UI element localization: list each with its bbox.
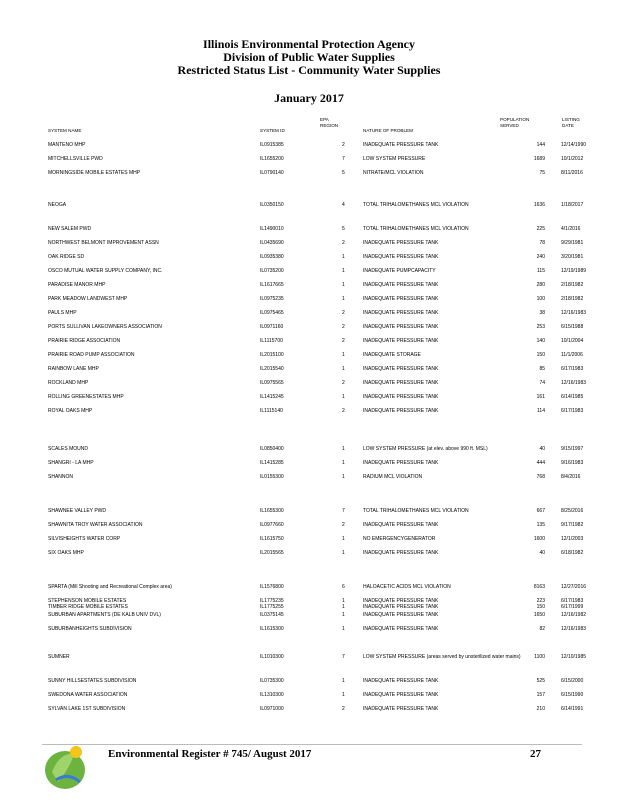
report-date: January 2017 <box>274 91 344 105</box>
system-name-cell: PORTS SULLIVAN LAKEOWNERS ASSOCIATION <box>48 324 162 330</box>
population-cell: 280 <box>536 282 545 288</box>
system-id-cell: IL0735200 <box>260 268 284 274</box>
listing-date-cell: 2/18/1982 <box>561 282 584 288</box>
nature-cell: INADEQUATE PRESSURE TANK <box>363 460 439 466</box>
system-id-cell: IL1615750 <box>260 536 284 542</box>
system-name-cell: SUMNER <box>48 654 70 660</box>
nature-cell: NO EMERGENCYGENERATOR <box>363 536 436 542</box>
system-name-cell: SHANGRI - LA MHP <box>48 460 94 466</box>
table-row <box>0 310 618 324</box>
system-id-cell: IL1310300 <box>260 692 284 698</box>
table-row <box>0 380 618 394</box>
population-cell: 85 <box>539 366 545 372</box>
population-cell: 240 <box>536 254 545 260</box>
table-row <box>0 522 618 536</box>
table-row <box>0 156 618 170</box>
listing-date-cell: 11/1/2006 <box>561 352 583 358</box>
listing-date-cell: 10/1/2012 <box>561 156 584 162</box>
table-row <box>0 550 618 564</box>
epa-region-cell: 5 <box>342 170 345 176</box>
nature-cell: LOW SYSTEM PRESSURE (areas served by unsterilized water mains) <box>363 654 521 660</box>
nature-cell: LOW SYSTEM PRESSURE (at elev. above 990 ft. MSL) <box>363 446 488 452</box>
epa-region-cell: 7 <box>342 508 345 514</box>
system-name-cell: MANTENO MHP <box>48 142 86 148</box>
listing-date-cell: 6/17/1983 <box>561 598 584 604</box>
system-id-cell: IL0975565 <box>260 380 284 386</box>
system-id-cell: IL0935380 <box>260 254 284 260</box>
table-row <box>0 282 618 296</box>
system-id-cell: IL0977660 <box>260 522 284 528</box>
population-cell: 1636 <box>533 202 545 208</box>
system-id-cell: IL1415285 <box>260 460 284 466</box>
listing-date-cell: 2/18/1982 <box>561 296 584 302</box>
epa-region-cell: 5 <box>342 226 345 232</box>
population-cell: 225 <box>536 226 545 232</box>
listing-date-cell: 12/27/2016 <box>561 584 587 590</box>
epa-region-cell: 2 <box>342 380 345 386</box>
epa-region-cell: 1 <box>342 474 345 480</box>
nature-cell: INADEQUATE PRESSURE TANK <box>363 254 439 260</box>
population-cell: 444 <box>536 460 545 466</box>
epa-region-cell: 1 <box>342 394 345 400</box>
system-name-cell: SYLVAN LAKE 1ST SUBDIVISION <box>48 706 126 712</box>
system-name-cell: SIX OAKS MHP <box>48 550 84 556</box>
table-row <box>0 626 618 640</box>
illinois-epa-logo-icon <box>40 742 100 792</box>
listing-date-cell: 6/15/1988 <box>561 324 584 330</box>
population-cell: 161 <box>536 394 545 400</box>
table-row <box>0 460 618 474</box>
table-row <box>0 352 618 366</box>
listing-date-cell: 12/19/1989 <box>561 268 587 274</box>
table-row <box>0 366 618 380</box>
epa-region-cell: 1 <box>342 254 345 260</box>
listing-date-cell: 8/11/2016 <box>561 170 583 176</box>
nature-cell: TOTAL TRIHALOMETHANES MCL VIOLATION <box>363 226 469 232</box>
system-id-cell: IL0915385 <box>260 142 284 148</box>
system-id-cell: IL0790140 <box>260 170 284 176</box>
epa-region-cell: 1 <box>342 460 345 466</box>
epa-region-cell: 2 <box>342 310 345 316</box>
population-cell: 768 <box>536 474 545 480</box>
listing-date-cell: 6/17/1999 <box>561 604 584 610</box>
listing-date-cell: 6/14/1991 <box>561 706 584 712</box>
system-id-cell: IL0850400 <box>260 446 284 452</box>
epa-region-cell: 1 <box>342 446 345 452</box>
nature-cell: INADEQUATE PRESSURE TANK <box>363 678 439 684</box>
nature-cell: RADIUM MCL VIOLATION <box>363 474 423 480</box>
epa-region-cell: 1 <box>342 268 345 274</box>
nature-cell: INADEQUATE PRESSURE TANK <box>363 522 439 528</box>
listing-date-cell: 9/17/1982 <box>561 522 584 528</box>
epa-region-cell: 1 <box>342 296 345 302</box>
nature-cell: INADEQUATE PRESSURE TANK <box>363 240 439 246</box>
footer-publication: Environmental Register # 745/ August 2017 <box>108 748 312 760</box>
epa-region-cell: 1 <box>342 626 345 632</box>
population-cell: 1689 <box>533 156 545 162</box>
table-row <box>0 678 618 692</box>
nature-cell: INADEQUATE PRESSURE TANK <box>363 324 439 330</box>
table-row <box>0 202 618 216</box>
listing-date-cell: 12/16/1983 <box>561 310 587 316</box>
system-id-cell: IL0350150 <box>260 202 284 208</box>
system-id-cell: IL0971000 <box>260 706 284 712</box>
system-name-cell: ROCKLAND MHP <box>48 380 89 386</box>
population-cell: 223 <box>536 598 545 604</box>
listing-date-cell: 1/18/2017 <box>561 202 584 208</box>
system-id-cell: IL2015100 <box>260 352 284 358</box>
population-cell: 38 <box>539 310 545 316</box>
system-name-cell: NEW SALEM PWD <box>48 226 92 232</box>
listing-date-cell: 6/17/1983 <box>561 366 584 372</box>
epa-region-cell: 1 <box>342 598 345 604</box>
nature-cell: INADEQUATE PRESSURE TANK <box>363 692 439 698</box>
epa-region-cell: 7 <box>342 654 345 660</box>
epa-region-cell: 1 <box>342 692 345 698</box>
nature-cell: INADEQUATE PRESSURE TANK <box>363 282 439 288</box>
population-cell: 140 <box>536 338 545 344</box>
nature-cell: INADEQUATE STORAGE <box>363 352 421 358</box>
nature-cell: HALOACETIC ACIDS MCL VIOLATION <box>363 584 451 590</box>
listing-date-cell: 9/16/1983 <box>561 460 584 466</box>
epa-region-cell: 1 <box>342 282 345 288</box>
table-row <box>0 254 618 268</box>
population-cell: 1600 <box>533 536 545 542</box>
table-row <box>0 394 618 408</box>
listing-date-cell: 12/16/1982 <box>561 612 587 618</box>
system-name-cell: SCALES MOUND <box>48 446 89 452</box>
epa-region-cell: 2 <box>342 142 345 148</box>
table-row <box>0 604 618 618</box>
system-name-cell: MORNINGSIDE MOBILE ESTATES MHP <box>48 170 141 176</box>
nature-cell: INADEQUATE PRESSURE TANK <box>363 706 439 712</box>
nature-cell: INADEQUATE PUMPCAPACITY <box>363 268 436 274</box>
listing-date-cell: 12/1/2003 <box>561 536 584 542</box>
system-id-cell: IL0435690 <box>260 240 284 246</box>
listing-date-cell: 12/10/1985 <box>561 654 587 660</box>
table-row <box>0 170 618 184</box>
system-name-cell: OSCO MUTUAL WATER SUPPLY COMPANY, INC. <box>48 268 163 274</box>
system-name-cell: RAINBOW LANE MHP <box>48 366 99 372</box>
table-row <box>0 324 618 338</box>
population-cell: 8163 <box>533 584 545 590</box>
footer-rule <box>42 744 582 745</box>
epa-region-cell: 1 <box>342 678 345 684</box>
population-cell: 114 <box>537 408 545 414</box>
table-row <box>0 226 618 240</box>
footer-page-number: 27 <box>530 748 541 760</box>
table-row <box>0 706 618 720</box>
population-cell: 75 <box>539 170 545 176</box>
population-cell: 667 <box>536 508 545 514</box>
nature-cell: INADEQUATE PRESSURE TANK <box>363 380 439 386</box>
listing-date-cell: 3/20/1981 <box>561 254 584 260</box>
system-name-cell: PARK MEADOW LANDWEST MHP <box>48 296 128 302</box>
epa-region-cell: 4 <box>342 202 345 208</box>
epa-region-cell: 2 <box>342 240 345 246</box>
agency-title: Illinois Environmental Protection Agency <box>203 37 415 51</box>
population-cell: 115 <box>537 268 545 274</box>
epa-region-cell: 6 <box>342 584 345 590</box>
table-row <box>0 296 618 310</box>
population-cell: 144 <box>536 142 545 148</box>
system-id-cell: IL2015565 <box>260 550 284 556</box>
table-row <box>0 584 618 598</box>
listing-date-cell: 9/15/1997 <box>561 446 584 452</box>
epa-region-cell: 1 <box>342 536 345 542</box>
system-name-cell: NORTHWEST BELMONT IMPROVEMENT ASSN <box>48 240 159 246</box>
system-name-cell: PARADISE MANOR MHP <box>48 282 106 288</box>
system-id-cell: IL1655200 <box>260 156 284 162</box>
system-id-cell: IL1415245 <box>260 394 284 400</box>
epa-region-cell: 1 <box>342 550 345 556</box>
nature-cell: INADEQUATE PRESSURE TANK <box>363 612 439 618</box>
system-name-cell: ROLLING GREENESTATES MHP <box>48 394 124 400</box>
system-name-cell: NEOGA <box>48 202 67 208</box>
population-cell: 150 <box>536 604 545 610</box>
list-title: Restricted Status List - Community Water Supplies <box>177 63 441 77</box>
system-id-cell: IL0735300 <box>260 678 284 684</box>
system-id-cell: IL1655300 <box>260 508 284 514</box>
population-cell: 157 <box>536 692 545 698</box>
system-name-cell: SUNNY HILLSESTATES SUBDIVISION <box>48 678 137 684</box>
listing-date-cell: 4/1/2016 <box>561 226 581 232</box>
col-epa-region: EPA REGION <box>320 117 339 128</box>
listing-date-cell: 8/4/2016 <box>561 474 581 480</box>
system-name-cell: SHANNON <box>48 474 74 480</box>
system-name-cell: PAULS MHP <box>48 310 77 316</box>
epa-region-cell: 1 <box>342 612 345 618</box>
listing-date-cell: 10/1/2004 <box>561 338 584 344</box>
population-cell: 100 <box>536 296 545 302</box>
epa-region-cell: 2 <box>342 706 345 712</box>
epa-region-cell: 2 <box>342 408 345 414</box>
table-row <box>0 446 618 460</box>
system-name-cell: SILVISHEIGHTS WATER CORP <box>48 536 121 542</box>
epa-region-cell: 2 <box>342 324 345 330</box>
system-id-cell: IL0975465 <box>260 310 284 316</box>
col-listing-date: LISTING DATE <box>562 117 580 128</box>
system-id-cell: IL1775235 <box>260 598 284 604</box>
table-row <box>0 268 618 282</box>
system-id-cell: IL1490010 <box>260 226 284 232</box>
system-name-cell: TIMBER RIDGE MOBILE ESTATES <box>48 604 128 610</box>
nature-cell: INADEQUATE PRESSURE TANK <box>363 604 439 610</box>
system-id-cell: IL1617665 <box>260 282 284 288</box>
system-id-cell: IL1010300 <box>260 654 284 660</box>
listing-date-cell: 9/29/1981 <box>561 240 584 246</box>
system-name-cell: MITCHELLSVILLE PWD <box>48 156 103 162</box>
listing-date-cell: 12/16/1983 <box>561 626 587 632</box>
population-cell: 210 <box>536 706 545 712</box>
system-name-cell: ROYAL OAKS MHP <box>48 408 93 414</box>
system-id-cell: IL1576800 <box>260 584 284 590</box>
system-name-cell: SUBURBAN APARTMENTS (DE KALB UNIV DVL) <box>48 612 161 618</box>
nature-cell: LOW SYSTEM PRESSURE <box>363 156 426 162</box>
epa-region-cell: 1 <box>342 352 345 358</box>
table-row <box>0 142 618 156</box>
nature-cell: INADEQUATE PRESSURE TANK <box>363 550 439 556</box>
table-row <box>0 408 618 422</box>
system-name-cell: SPARTA (Mill Shooting and Recreational Complex area) <box>48 584 172 590</box>
listing-date-cell: 8/25/2016 <box>561 508 584 514</box>
listing-date-cell: 6/15/1990 <box>561 692 584 698</box>
population-cell: 78 <box>539 240 545 246</box>
population-cell: 1650 <box>533 612 545 618</box>
table-row <box>0 654 618 668</box>
table-row <box>0 240 618 254</box>
nature-cell: INADEQUATE PRESSURE TANK <box>363 394 439 400</box>
listing-date-cell: 12/14/1990 <box>561 142 587 148</box>
system-id-cell: IL1115140 <box>260 408 283 414</box>
population-cell: 82 <box>539 626 545 632</box>
population-cell: 74 <box>539 380 545 386</box>
col-population: POPULATION SERVED <box>500 117 530 128</box>
system-id-cell: IL1115700 <box>260 338 283 344</box>
nature-cell: INADEQUATE PRESSURE TANK <box>363 366 439 372</box>
system-name-cell: PRAIRIE RIDGE ASSOCIATION <box>48 338 121 344</box>
system-id-cell: IL0155300 <box>260 474 284 480</box>
nature-cell: INADEQUATE PRESSURE TANK <box>363 338 439 344</box>
system-name-cell: SUBURBANHEIGHTS SUBDIVISION <box>48 626 132 632</box>
epa-region-cell: 2 <box>342 338 345 344</box>
epa-region-cell: 2 <box>342 522 345 528</box>
population-cell: 135 <box>536 522 545 528</box>
system-id-cell: IL0971160 <box>260 324 284 330</box>
system-name-cell: SHAWNEE VALLEY PWD <box>48 508 106 514</box>
table-row <box>0 474 618 488</box>
system-id-cell: IL0375145 <box>260 612 284 618</box>
table-row <box>0 692 618 706</box>
system-id-cell: IL1775255 <box>260 604 284 610</box>
nature-cell: INADEQUATE PRESSURE TANK <box>363 408 439 414</box>
system-name-cell: STEPHENSON MOBILE ESTATES <box>48 598 127 604</box>
nature-cell: TOTAL TRIHALOMETHANES MCL VIOLATION <box>363 202 469 208</box>
system-id-cell: IL0975235 <box>260 296 284 302</box>
col-system-id: SYSTEM ID <box>260 128 285 133</box>
nature-cell: INADEQUATE PRESSURE TANK <box>363 296 439 302</box>
listing-date-cell: 12/16/1983 <box>561 380 587 386</box>
epa-region-cell: 7 <box>342 156 345 162</box>
system-name-cell: OAK RIDGE SD <box>48 254 85 260</box>
division-title: Division of Public Water Supplies <box>223 50 395 64</box>
col-system-name: SYSTEM NAME <box>48 128 82 133</box>
system-name-cell: SHAWNITA TROY WATER ASSOCIATION <box>48 522 143 528</box>
table-row <box>0 338 618 352</box>
population-cell: 40 <box>539 550 545 556</box>
listing-date-cell: 6/18/1982 <box>561 550 584 556</box>
listing-date-cell: 6/17/1983 <box>561 408 584 414</box>
population-cell: 150 <box>536 352 545 358</box>
population-cell: 40 <box>539 446 545 452</box>
population-cell: 525 <box>536 678 545 684</box>
epa-region-cell: 1 <box>342 366 345 372</box>
table-row <box>0 508 618 522</box>
listing-date-cell: 6/15/2000 <box>561 678 584 684</box>
nature-cell: INADEQUATE PRESSURE TANK <box>363 598 439 604</box>
nature-cell: NITRATE/MCL VIOLATION <box>363 170 424 176</box>
system-id-cell: IL1615300 <box>260 626 284 632</box>
system-name-cell: PRAIRIE ROAD PUMP ASSOCIATION <box>48 352 135 358</box>
nature-cell: INADEQUATE PRESSURE TANK <box>363 626 439 632</box>
population-cell: 253 <box>536 324 545 330</box>
population-cell: 1100 <box>534 654 545 660</box>
nature-cell: INADEQUATE PRESSURE TANK <box>363 142 439 148</box>
col-nature: NATURE OF PROBLEM <box>363 128 413 133</box>
listing-date-cell: 6/14/1985 <box>561 394 584 400</box>
system-name-cell: SWEDONA WATER ASSOCIATION <box>48 692 128 698</box>
nature-cell: INADEQUATE PRESSURE TANK <box>363 310 439 316</box>
epa-region-cell: 1 <box>342 604 345 610</box>
system-id-cell: IL2015540 <box>260 366 284 372</box>
table-row <box>0 536 618 550</box>
nature-cell: TOTAL TRIHALOMETHANES MCL VIOLATION <box>363 508 469 514</box>
